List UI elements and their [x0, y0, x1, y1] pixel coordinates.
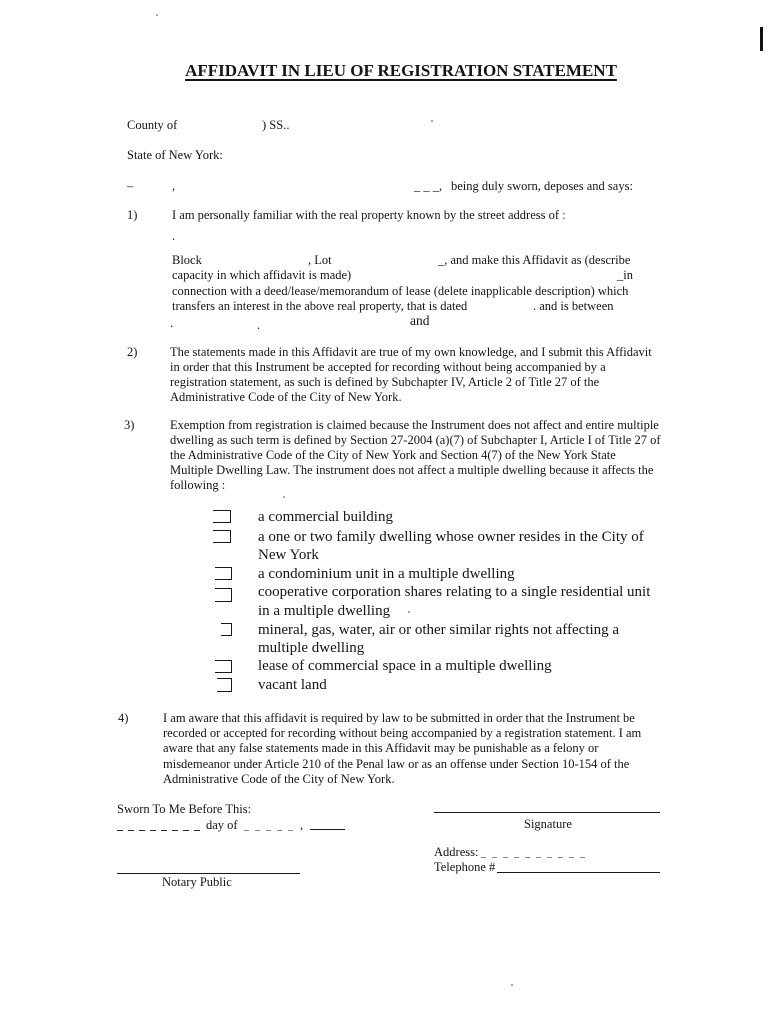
item-4-number: 4)	[118, 711, 129, 725]
document-title	[101, 61, 701, 81]
signature-label: Signature	[524, 817, 572, 831]
street-address-mark: .	[172, 229, 176, 243]
party-2-mark: .	[257, 318, 261, 332]
capacity-intro: _, and make this Affidavit as (describe	[438, 253, 631, 267]
day-of-label: day of	[206, 818, 238, 832]
checkbox-one-two-family-dwelling[interactable]	[213, 530, 231, 543]
item-4-line: I am aware that this affidavit is required by law to be submitted in order that the Instrument be	[163, 711, 635, 725]
item-3-line: following :	[170, 478, 226, 492]
scan-speck	[511, 984, 513, 986]
item-3-line: dwelling as such term is defined by Section 27-2004 (a)(7) of Subchapter I, Article I of Title 27 of	[170, 433, 661, 447]
checkbox-condominium-unit[interactable]	[215, 567, 232, 580]
document-title-text: AFFIDAVIT IN LIEU OF REGISTRATION STATEMENT	[185, 61, 617, 80]
item-4-line: Administrative Code of the City of New York.	[163, 772, 395, 786]
sworn-label: Sworn To Me Before This:	[117, 802, 252, 816]
capacity-line: capacity in which affidavit is made)	[172, 268, 352, 282]
option-vacant-land: vacant land	[258, 677, 327, 693]
and-label: and	[410, 313, 430, 328]
notary-label: Notary Public	[162, 875, 232, 889]
option-commercial-building: a commercial building	[258, 509, 393, 525]
scan-speck	[408, 611, 410, 613]
between-label: . and is between	[533, 299, 614, 313]
address-label: Address:	[434, 845, 479, 859]
deponent-name-blank[interactable]: _ _ _,	[414, 179, 443, 193]
item-4-line: recorded or accepted for recording without being accompanied by a registration statement. I am	[163, 726, 642, 740]
scan-speck	[431, 120, 433, 122]
checkbox-commercial-lease[interactable]	[215, 660, 232, 673]
checkbox-commercial-building[interactable]	[213, 510, 231, 523]
deponent-comma-mark: ,	[172, 179, 176, 193]
capacity-end: _in	[617, 268, 633, 282]
deponent-statement: being duly sworn, deposes and says:	[451, 179, 633, 193]
option-one-two-family-dwelling: a one or two family dwelling whose owner resides in the City of	[258, 529, 644, 545]
item-1-intro: I am personally familiar with the real property known by the street address of :	[172, 208, 566, 222]
item-4-line: misdemeanor under Article 210 of the Penal law or as an offense under Section 10-154 of the	[163, 757, 630, 771]
deponent-lead-mark: –	[127, 179, 134, 193]
scan-speck	[156, 14, 158, 16]
item-3-line: Exemption from registration is claimed because the Instrument does not affect and entire multiple	[170, 418, 659, 432]
option-condominium-unit: a condominium unit in a multiple dwelling	[258, 566, 515, 582]
transfers-line: transfers an interest in the above real property, that is dated	[172, 299, 468, 313]
option-mineral-rights: mineral, gas, water, air or other similar rights not affecting a	[258, 622, 620, 638]
month-blank[interactable]	[244, 830, 298, 831]
year-comma: ,	[300, 818, 304, 832]
item-3-line: Multiple Dwelling Law. The instrument does not affect a multiple dwelling because it affects the	[170, 463, 654, 477]
scan-edge-mark	[760, 27, 763, 51]
year-blank[interactable]	[310, 829, 345, 830]
item-2-number: 2)	[127, 345, 138, 359]
address-blank[interactable]	[481, 857, 586, 858]
option-cooperative-shares: cooperative corporation shares relating to a single residential unit	[258, 584, 651, 600]
scan-speck	[283, 496, 285, 498]
connection-line: connection with a deed/lease/memorandum of lease (delete inapplicable description) which	[172, 284, 629, 298]
checkbox-mineral-rights[interactable]	[221, 623, 232, 636]
lot-label: , Lot	[308, 253, 332, 267]
item-2-line: The statements made in this Affidavit are true of my own knowledge, and I submit this Affidavit	[170, 345, 652, 359]
block-label: Block	[172, 253, 202, 267]
party-1-mark: .	[170, 316, 174, 330]
item-2-line: in order that this Instrument be accepted for recording without being accompanied by a	[170, 360, 606, 374]
item-2-line: registration statement, as such is defined by Subchapter IV, Article 2 of Title 27 of the	[170, 375, 600, 389]
item-4-line: aware that any false statements made in this Affidavit may be punishable as a felony or	[163, 741, 599, 755]
option-commercial-lease: lease of commercial space in a multiple dwelling	[258, 658, 552, 674]
option-mineral-rights-cont: multiple dwelling	[258, 640, 365, 656]
ss-label: ) SS..	[262, 118, 290, 132]
signature-line[interactable]	[434, 812, 660, 813]
telephone-label: Telephone #	[434, 860, 496, 874]
county-label: County of	[127, 118, 178, 132]
option-one-two-family-dwelling-cont: New York	[258, 547, 319, 563]
state-label: State of New York:	[127, 148, 223, 162]
day-blank[interactable]	[117, 830, 205, 831]
item-2-line: Administrative Code of the City of New York.	[170, 390, 402, 404]
item-3-number: 3)	[124, 418, 135, 432]
item-3-line: the Administrative Code of the City of New York and Section 4(7) of the New York State	[170, 448, 616, 462]
notary-signature-line[interactable]	[117, 873, 300, 874]
option-cooperative-shares-cont: in a multiple dwelling	[258, 603, 391, 619]
checkbox-vacant-land[interactable]	[217, 678, 232, 692]
checkbox-cooperative-shares[interactable]	[215, 588, 232, 602]
item-1-number: 1)	[127, 208, 138, 222]
telephone-blank[interactable]	[497, 872, 660, 873]
